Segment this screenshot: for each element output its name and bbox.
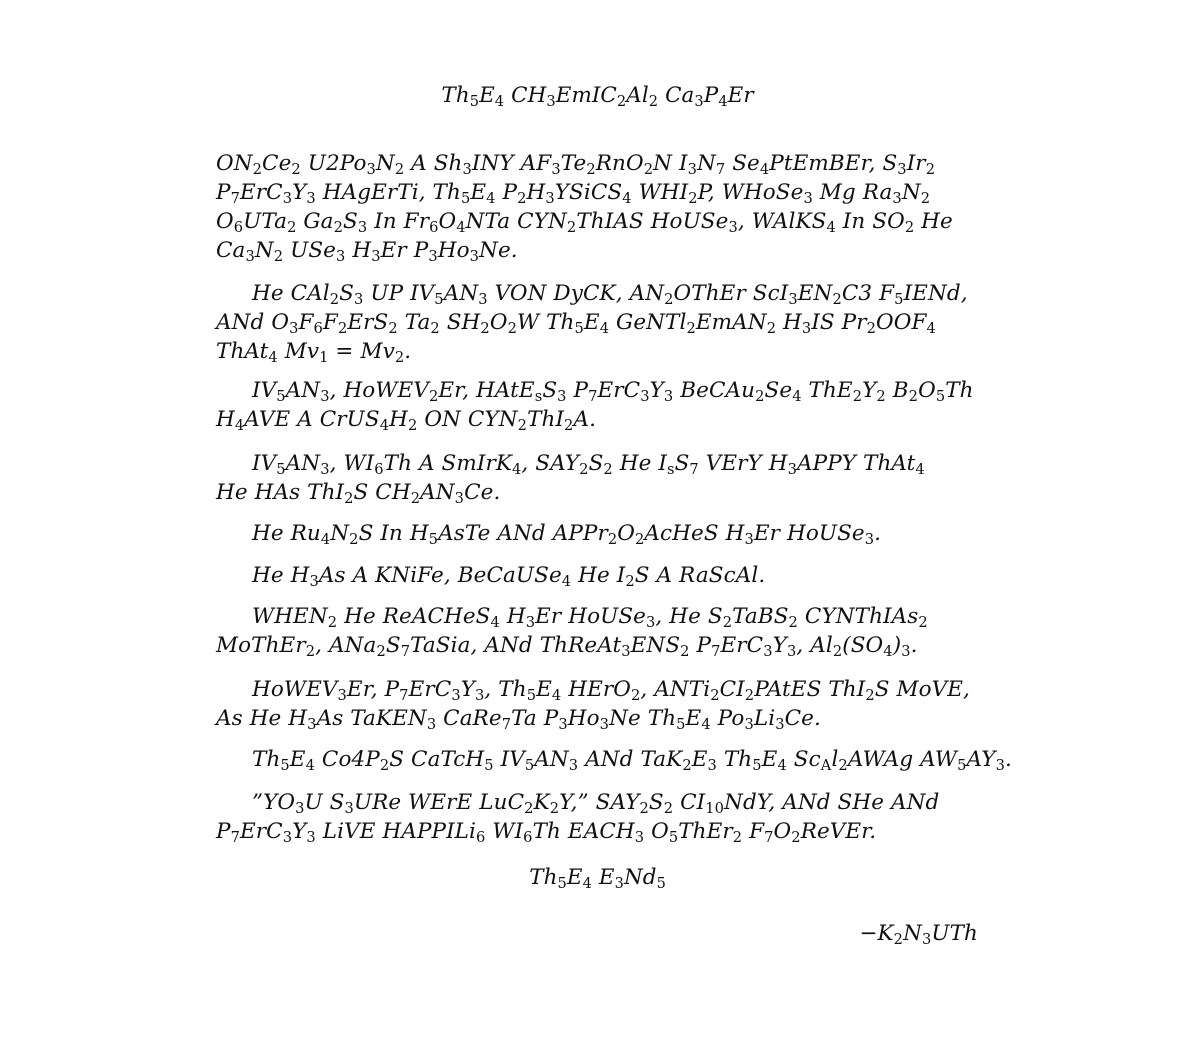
- para-3-line-1: $IV_5AN_3$, HoWEV$_2$Er, $HAtE_sS_3$ $P_7ErC_3Y_3$ $BeCAu_2Se_4$ $ThE_2Y_2$ $B_2O_5Th$: [252, 378, 974, 406]
- para-7-line-2: MoThEr$_2$, $ANa_2S_7TaSia$, ANd $ThReAt_3ENS_2$ $P_7ErC_3Y_3$, $Al_2(SO_4)_3$.: [216, 633, 918, 661]
- para-1-line-4: $Ca_3N_2$ USe$_3$ $H_3Er$ $P_3Ho_3Ne$.: [216, 238, 518, 266]
- para-1-line-1: $ON_2Ce_2$ $U2Po_3N_2$ A $Sh_3INY$ $AF_3Te_2RnO_2N$ $I_3N_7$ $Se_4PtEmBEr$, $S_3Ir_2$: [216, 151, 936, 179]
- para-3-line-2: $H_4AVE$ A $CrUS_4H_2$ ON $CYN_2ThI_2A$.: [216, 407, 597, 435]
- para-4-line-1: $IV_5AN_3$, $WI_6Th$ A SmIrK$_4$, $SAY_2S_2$ He $I_sS_7$ VErY $H_3APPY$ ThAt$_4$: [252, 451, 925, 479]
- para-4-line-2: He HAs ThI$_2$S $CH_2AN_3Ce$.: [216, 480, 501, 508]
- para-8-line-2: As He $H_3As$ TaKEN$_3$ CaRe$_7$Ta $P_3Ho_3Ne$ $Th_5E_4$ $Po_3Li_3Ce$.: [216, 706, 821, 734]
- signature: $-K_2N_3UTh$: [859, 921, 978, 949]
- para-2-line-1: He $CAl_2S_3$ UP $IV_5AN_3$ VON DyCK, $AN_2OThEr$ $ScI_3EN_2C3$ $F_5IENd$,: [252, 281, 968, 309]
- para-6-line-1: He $H_3As$ A KNiFe, BeCaUSe$_4$ He $I_2S$ A RaScAl.: [252, 563, 766, 591]
- para-2-line-3: ThAt$_4$ $Mv_1 = Mv_2$.: [216, 339, 412, 367]
- para-9-line-1: $Th_5E_4$ $Co4P_2S$ CaTcH$_5$ $IV_5AN_3$ ANd $TaK_2E_3$ $Th_5E_4$ $Sc_Al_2AWAg$ $AW_5AY_3$.: [252, 747, 1012, 775]
- para-2-line-2: ANd $O_3F_6F_2ErS_2$ $Ta_2$ $SH_2O_2W$ $Th_5E_4$ GeNTl$_2$EmAN$_2$ $H_3IS$ $Pr_2OOF_4$: [216, 310, 936, 338]
- para-7-line-1: $WHEN_2$ He ReACHeS$_4$ $H_3Er$ HoUSe$_3$, He $S_2TaBS_2$ CYNThIAs$_2$: [252, 604, 928, 632]
- para-1-line-2: $P_7ErC_3Y_3$ HAgErTi, $Th_5E_4$ $P_2H_3YSiCS_4$ $WHI_2P$, WHoSe$_3$ Mg $Ra_3N_2$: [216, 180, 931, 208]
- para-10-line-1: $”YO_3U$ $S_3URe$ WErE $LuC_2K_2Y$,” $SAY_2S_2$ $CI_{10}NdY$, ANd SHe ANd: [252, 790, 940, 818]
- para-8-line-1: HoWEV$_3$Er, $P_7ErC_3Y_3$, $Th_5E_4$ HErO$_2$, $ANTi_2CI_2PAtES$ ThI$_2$S MoVE,: [252, 677, 970, 705]
- para-5-line-1: He $Ru_4N_2S$ In $H_5AsTe$ ANd $APPr_2O_2AcHeS$ $H_3Er$ HoUSe$_3$.: [252, 521, 882, 549]
- para-10-line-2: $P_7ErC_3Y_3$ LiVE HAPPILi$_6$ $WI_6Th$ $EACH_3$ $O_5ThEr_2$ $F_7O_2ReVEr$.: [216, 819, 877, 847]
- story-title: $Th_5E_4$ $CH_3EmIC_2Al_2$ $Ca_3P_4Er$: [441, 83, 754, 111]
- para-1-line-3: $O_6UTa_2$ $Ga_2S_3$ In $Fr_6O_4NTa$ $CYN_2ThIAS$ HoUSe$_3$, WAlKS$_4$ In $SO_2$ He: [216, 209, 953, 237]
- ending-line: $Th_5E_4$ $E_3Nd_5$: [529, 865, 666, 893]
